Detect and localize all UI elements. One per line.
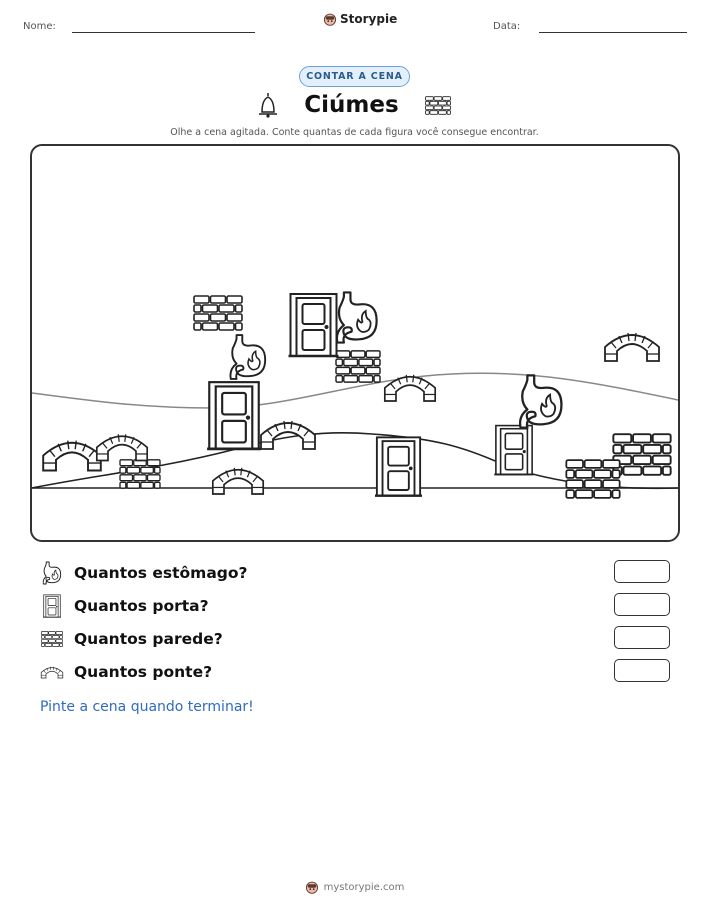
mascot-icon <box>305 880 319 894</box>
footer-url[interactable]: mystorypie.com <box>323 881 405 893</box>
brick-wall-icon <box>425 96 451 115</box>
question-row-stomach <box>40 560 670 586</box>
brand-logo <box>323 12 397 26</box>
brick-wall-icon <box>40 627 64 651</box>
question-text: Quantos ponte? <box>74 663 213 681</box>
scene-illustration <box>32 146 678 540</box>
brick-wall-icon <box>120 460 160 488</box>
answer-box-stomach[interactable] <box>614 560 670 583</box>
bridge-icon <box>605 333 659 361</box>
bridge-icon <box>40 660 64 684</box>
page-title: Ciúmes <box>304 92 399 118</box>
stomach-icon <box>40 561 64 585</box>
door-icon <box>289 294 339 356</box>
date-line[interactable] <box>539 32 687 33</box>
question-text: Quantos estômago? <box>74 564 248 582</box>
answer-box-door[interactable] <box>614 593 670 616</box>
title-row <box>0 92 709 118</box>
scene-frame <box>30 144 680 542</box>
stomach-icon <box>337 292 377 342</box>
activity-badge: CONTAR A CENA <box>299 66 410 87</box>
answer-box-bridge[interactable] <box>614 659 670 682</box>
bridge-icon <box>261 421 315 449</box>
question-text: Quantos porta? <box>74 597 209 615</box>
stomach-icon <box>230 335 265 379</box>
door-icon <box>494 426 533 475</box>
brick-wall-icon <box>613 434 670 475</box>
question-row-door <box>40 593 670 619</box>
answer-box-wall[interactable] <box>614 626 670 649</box>
coloring-instruction: Pinte a cena quando terminar! <box>40 699 254 715</box>
door-icon <box>40 594 64 618</box>
bell-icon <box>258 92 278 118</box>
bridge-icon <box>97 434 147 460</box>
bridge-icon <box>385 375 435 401</box>
bridge-icon <box>213 468 263 494</box>
door-icon <box>207 382 261 449</box>
brick-wall-icon <box>336 351 380 382</box>
question-text: Quantos parede? <box>74 630 223 648</box>
name-label: Nome: <box>23 21 56 32</box>
question-row-bridge <box>40 659 670 685</box>
name-line[interactable] <box>72 32 255 33</box>
mascot-icon <box>323 12 337 26</box>
door-icon <box>375 437 422 495</box>
bridge-icon <box>43 441 101 471</box>
instructions: Olhe a cena agitada. Conte quantas de cada figura você consegue encontrar. <box>170 127 539 138</box>
stomach-icon <box>520 375 561 427</box>
brand-name: Storypie <box>340 12 398 26</box>
footer <box>0 880 709 894</box>
date-label: Data: <box>493 21 521 32</box>
brick-wall-icon <box>194 296 242 330</box>
brick-wall-icon <box>566 460 619 498</box>
question-row-wall <box>40 626 670 652</box>
